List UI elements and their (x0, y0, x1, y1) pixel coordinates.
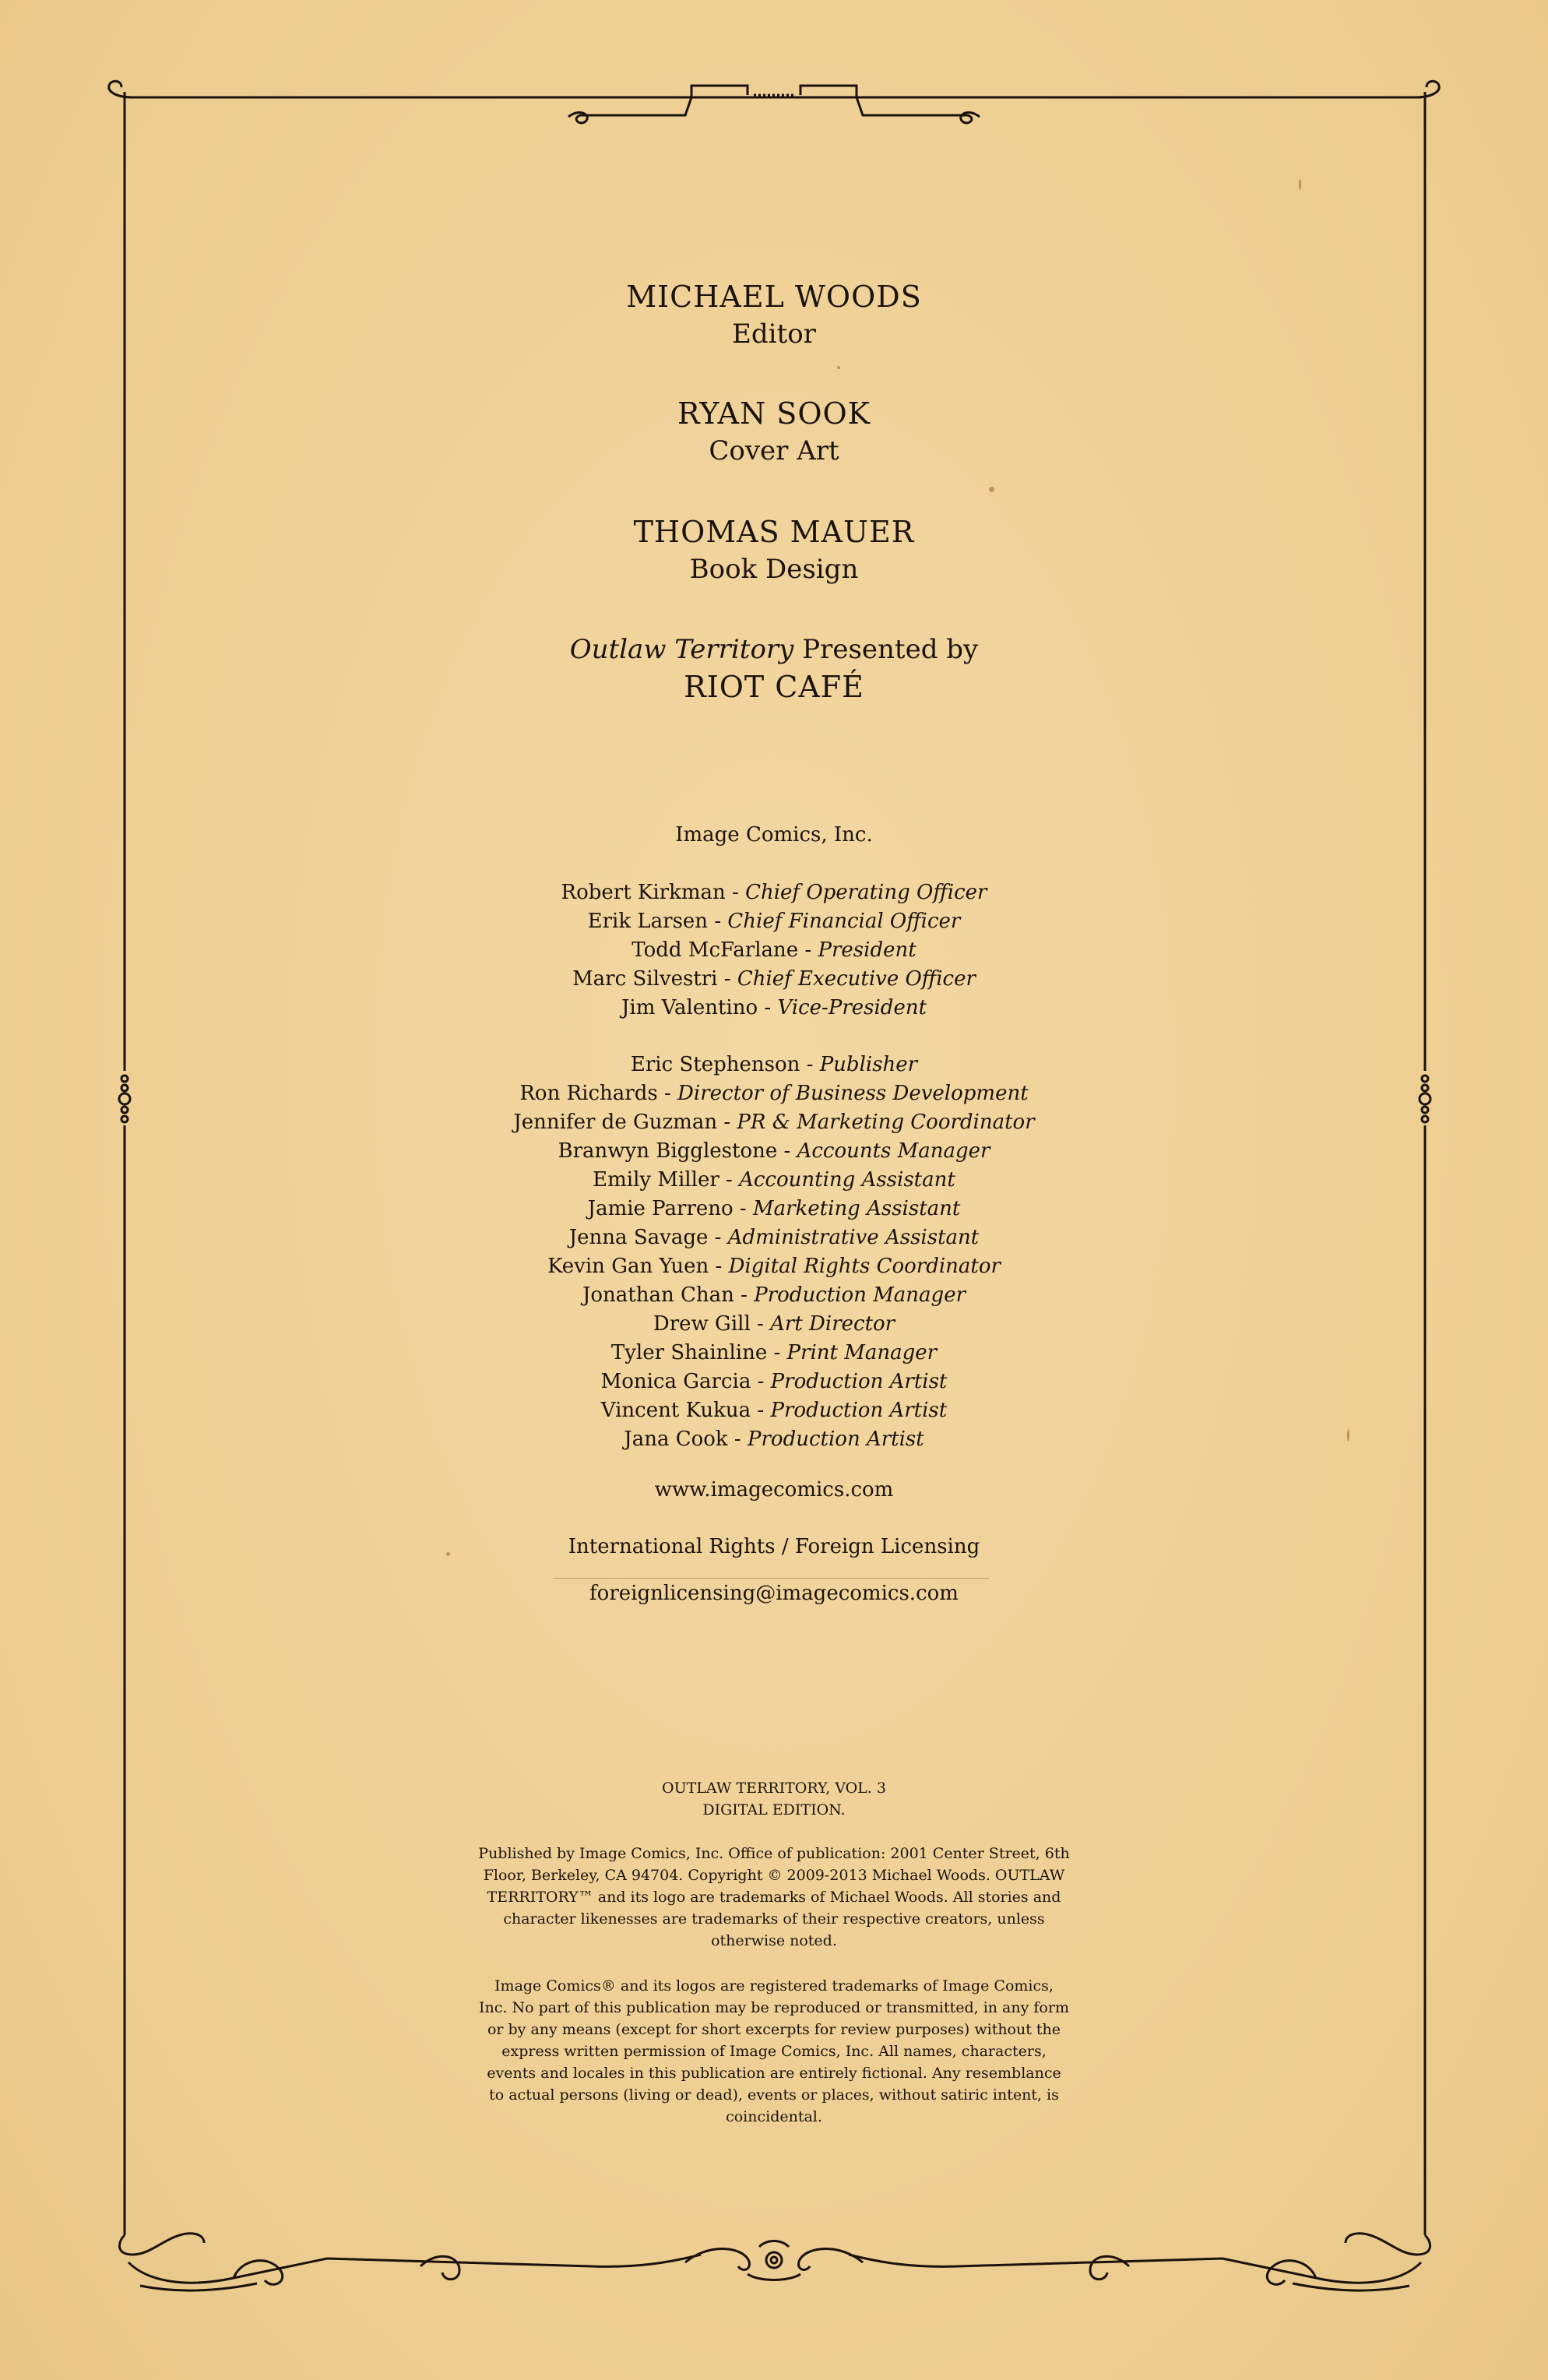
staff-row: Kevin Gan Yuen - Digital Rights Coordinator (547, 1255, 1001, 1278)
legal-trademarks (0, 1975, 1548, 2128)
credit-name: RYAN SOOK (677, 396, 871, 431)
staff-row: Jana Cook - Production Artist (624, 1428, 924, 1451)
website-link[interactable]: www.imagecomics.com (654, 1478, 894, 1502)
presented-by (0, 631, 1548, 706)
staff-row: Emily Miller - Accounting Assistant (593, 1168, 955, 1192)
staff-list (0, 1051, 1548, 1454)
staff-row: Ron Richards - Director of Business Development (519, 1082, 1029, 1105)
staff-row: Eric Stephenson - Publisher (630, 1053, 918, 1076)
credit-role: Editor (732, 319, 816, 350)
legal-paragraph: Published by Image Comics, Inc. Office of publication: 2001 Center Street, 6th Floor, Berkeley, CA 94704. Copyright © 2009-2013 Michael Woods. OUTLAW TERRITORY™ and its logo are trademarks of Michael Woods. All stories and character likenesses are trademarks of their respective creators, unless otherwise noted. (478, 1845, 1070, 1949)
presented-sponsor: RIOT CAFÉ (684, 670, 864, 704)
staff-row: Monica Garcia - Production Artist (600, 1370, 948, 1393)
credit-cover-art (0, 395, 1548, 470)
rights-heading: International Rights / Foreign Licensing (568, 1535, 980, 1558)
edition-line: OUTLAW TERRITORY, VOL. 3 (662, 1780, 886, 1797)
staff-row: Jennifer de Guzman - PR & Marketing Coordinator (513, 1111, 1035, 1134)
staff-row: Tyler Shainline - Print Manager (610, 1341, 938, 1364)
staff-row: Branwyn Bigglestone - Accounts Manager (558, 1139, 990, 1163)
staff-row: Jenna Savage - Administrative Assistant (568, 1226, 980, 1249)
divider (553, 1578, 989, 1579)
company-name: Image Comics, Inc. (675, 823, 873, 847)
staff-row: Jonathan Chan - Production Manager (582, 1283, 966, 1307)
presented-text: Presented by (802, 634, 979, 665)
credit-name: THOMAS MAUER (633, 515, 915, 549)
credit-role: Cover Art (709, 435, 839, 466)
credit-editor (0, 278, 1548, 353)
edition-line: DIGITAL EDITION. (702, 1801, 846, 1818)
credit-name: MICHAEL WOODS (626, 280, 922, 314)
officer-row: Jim Valentino - Vice-President (621, 996, 927, 1019)
staff-row: Drew Gill - Art Director (653, 1312, 895, 1336)
credit-book-design (0, 513, 1548, 588)
officer-row: Erik Larsen - Chief Financial Officer (587, 910, 961, 933)
legal-publication (0, 1843, 1548, 1952)
officer-row: Robert Kirkman - Chief Operating Officer (561, 881, 987, 904)
presented-title: Outlaw Territory (569, 634, 794, 665)
officers-list (0, 878, 1548, 1023)
edition-info (0, 1777, 1548, 1821)
rights-email[interactable]: foreignlicensing@imagecomics.com (589, 1582, 959, 1605)
staff-row: Jamie Parreno - Marketing Assistant (587, 1197, 961, 1220)
legal-paragraph: Image Comics® and its logos are registered trademarks of Image Comics, Inc. No part of this publication may be reproduced or transmitted, in any form or by any means (except for short excerpts for review purposes) without the express written permission of Image Comics, Inc. All names, characters, events and locales in this publication are entirely fictional. Any resemblance to actual persons (living or dead), events or places, without satiric intent, is coincidental. (479, 1977, 1069, 2125)
credit-role: Book Design (689, 554, 859, 585)
officer-row: Todd McFarlane - President (632, 938, 916, 962)
staff-row: Vincent Kukua - Production Artist (600, 1399, 948, 1422)
officer-row: Marc Silvestri - Chief Executive Officer (572, 967, 976, 991)
